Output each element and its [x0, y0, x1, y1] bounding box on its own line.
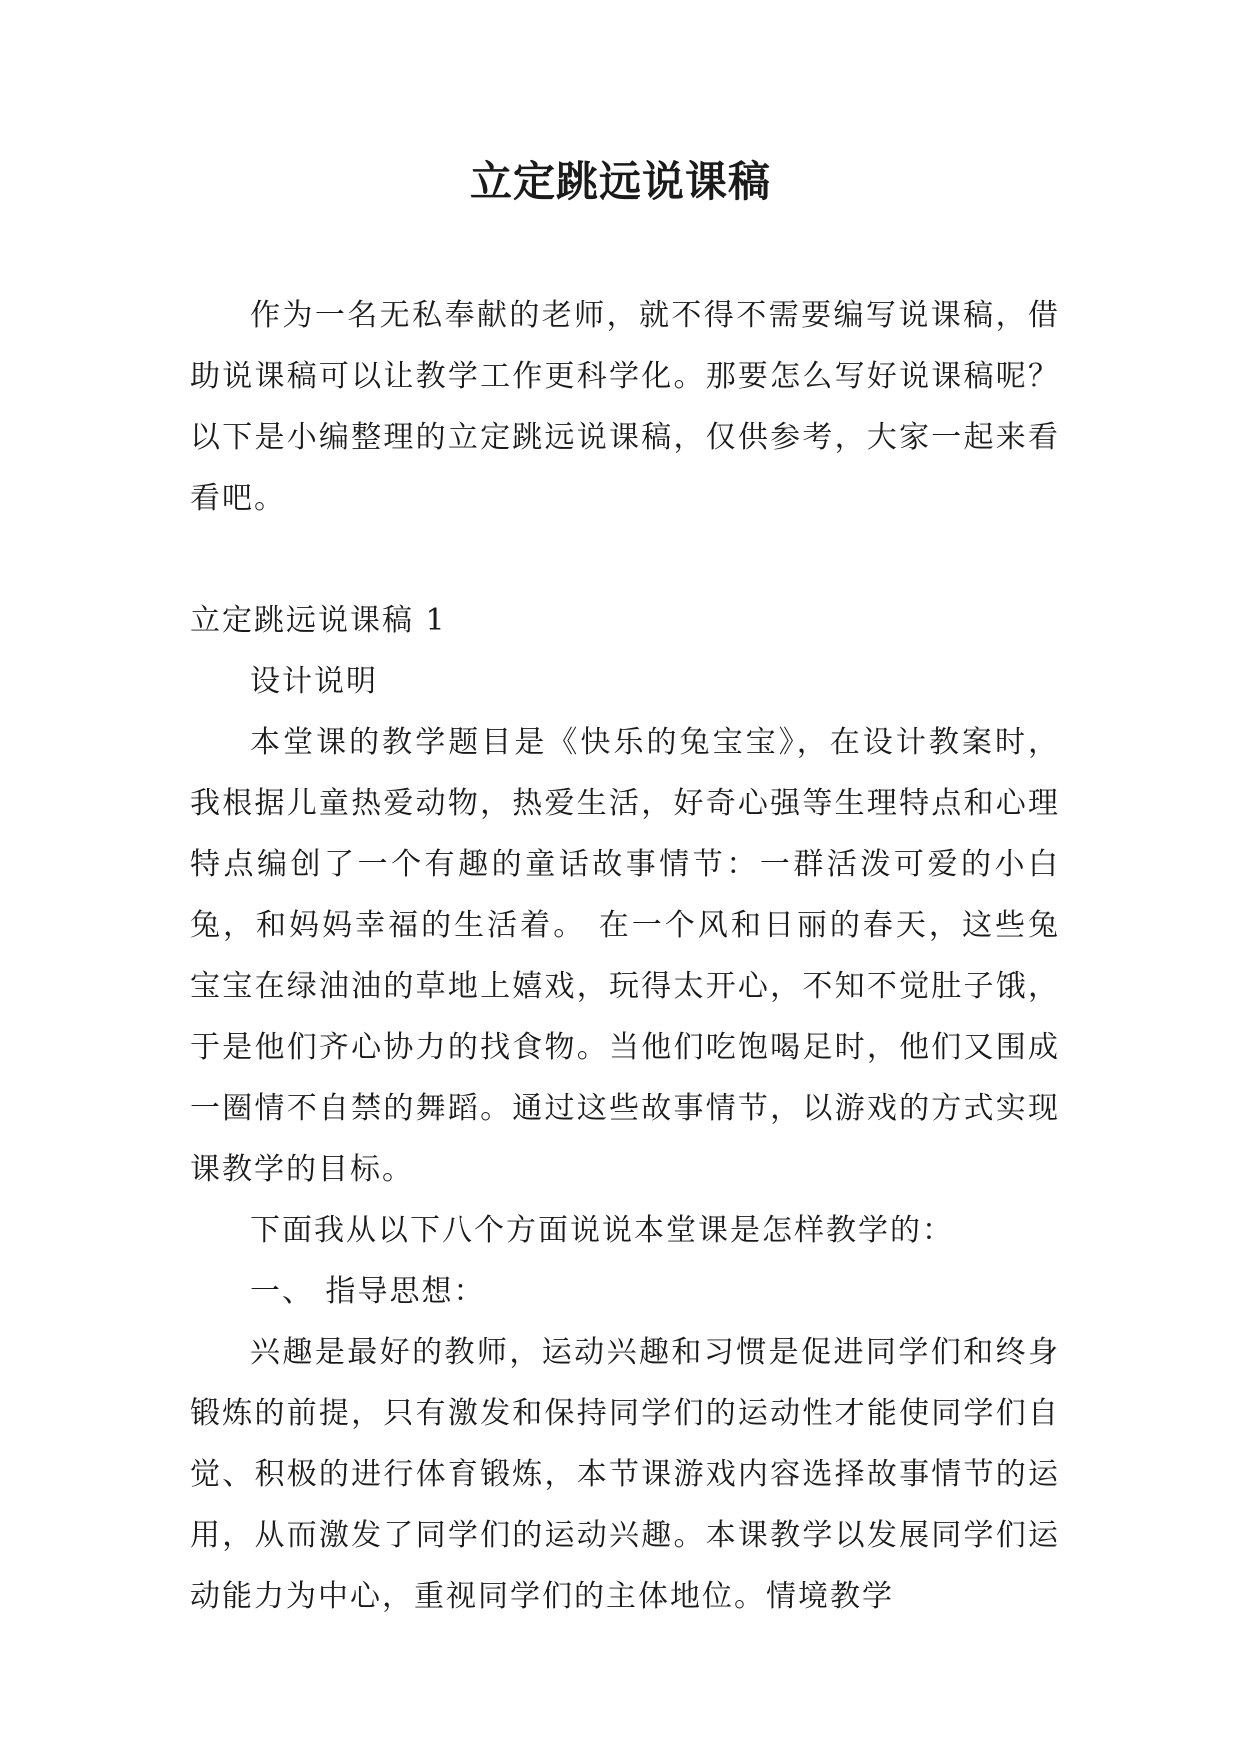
paragraph-aspects: 下面我从以下八个方面说说本堂课是怎样教学的： — [250, 1213, 954, 1248]
heading-guiding-thought: 一、 指导思想： — [250, 1274, 486, 1309]
intro-paragraph: 作为一名无私奉献的老师，就不得不需要编写说课稿，借助说课稿可以让教学工作更科学化。那要怎么写好说课稿呢？以下是小编整理的立定跳远说课稿，仅供参考，大家一起来看看吧。 — [190, 298, 1060, 516]
paragraph-design: 本堂课的教学题目是《快乐的兔宝宝》，在设计教案时，我根据儿童热爱动物，热爱生活，好奇心强等生理特点和心理特点编创了一个有趣的童话故事情节：一群活泼可爱的小白兔，和妈妈幸福的生活着。 在一个风和日丽的春天，这些兔宝宝在绿油油的草地上嬉戏，玩得太开心，不知不觉肚子饿，于是他们齐心协力的找食物。当他们吃饱喝足时，他们又围成一圈情不自禁的舞蹈。通过这些故事情节，以游戏的方式实现课教学的目标。 — [190, 725, 1060, 1187]
document-body — [190, 285, 1060, 1627]
paragraph-guiding-thought: 兴趣是最好的教师，运动兴趣和习惯是促进同学们和终身锻炼的前提，只有激发和保持同学们的运动性才能使同学们自觉、积极的进行体育锻炼，本节课游戏内容选择故事情节的运用，从而激发了同学们的运动兴趣。本课教学以发展同学们运动能力为中心，重视同学们的主体地位。情境教学 — [190, 1335, 1060, 1614]
section-title: 立定跳远说课稿 1 — [190, 603, 447, 638]
document-title: 立定跳远说课稿 — [469, 157, 771, 206]
subheading-design-notes: 设计说明 — [250, 664, 378, 699]
